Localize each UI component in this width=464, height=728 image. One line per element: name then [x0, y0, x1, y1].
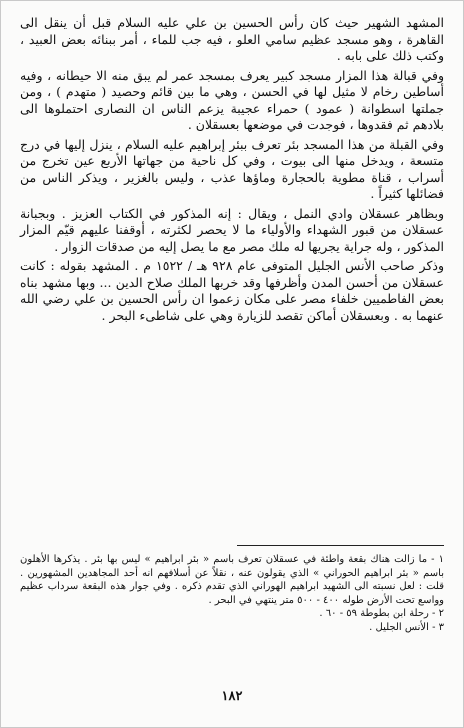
footnote-2: ٢ - رحلة ابن بطوطة ٥٩ - ٦٠ .: [319, 608, 444, 620]
paragraph-3: وفي القبلة من هذا المسجد بئر تعرف ببئر إبراهيم عليه السلام ، ينزل إليها في درج متسعة ، ويدخل منها الى بيوت ، وفي كل ناحية من جهاتها الأربع عين تخرج من أسراب ، قناة مطوية بالحجارة وماؤها عذب ، وليس بالغزير ، ويذكر الناس من فضائلها كثيراً .: [20, 136, 444, 201]
footnote-3: ٣ - الأنس الجليل .: [369, 621, 444, 633]
paragraph-2: وفي قبالة هذا المزار مسجد كبير يعرف بمسجد عمر لم يبق منه الا حيطانه ، وفيه أساطين رخام لا مثيل لها في الحسن ، وهي ما بين قائم وحصيد ( متهدم ) ، ومن جملتها اسطوانة ( عمود ) حمراء عجيبة يزعم الناس ان النصارى احتملوها الى بلادهم ثم فقدوها ، فوجدت في موضعها بعسقلان .: [20, 67, 444, 132]
page-number: ١٨٢: [221, 689, 243, 704]
footnote-1: ١ - ما زالت هناك بقعة واطئة في عسقلان تعرف باسم « بئر ابراهيم » ليس بها بئر . يذكرها الأهلون باسم « بئر ابراهيم الحوراني » الذي يقولون عنه ، نقلاً عن أسلافهم انه أحد المجاهدين المشهورين . قلت : لعل نسبته الى الشهيد ابراهيم الهوراني الذي تقدم ذكره . وفي جوار هذه البقعة سرداب عظيم وواسع تحت الأرض طوله ٤٠٠ - ٥٠٠ متر ينتهي في البحر .: [20, 554, 444, 606]
paragraph-4: وبظاهر عسقلان وادي النمل ، ويقال : إنه المذكور في الكتاب العزيز . وبجبانة عسقلان من قبور الشهداء والأولياء ما لا يحصر لكثرته ، أوقفنا عليهم قيّم المزار المذكور ، وله جراية يجريها له ملك مصر مع ما يصل إليه من صدقات الزوار .: [20, 205, 444, 254]
paragraph-5: وذكر صاحب الأنس الجليل المتوفى عام ٩٢٨ هـ / ١٥٢٢ م . المشهد بقوله : كانت عسقلان من أحسن المدن وأظرفها وقد خربها الملك صلاح الدين ... وبها مشهد بناه بعض الفاطميين خلفاء مصر على مكان زعموا ان رأس الحسين بن علي رضي الله عنهما به . وبعسقلان أماكن تقصد للزيارة وهي على شاطىء البحر .: [20, 258, 445, 323]
footnotes: [20, 553, 444, 635]
main-text: [20, 15, 444, 327]
footnote-separator: [237, 545, 444, 546]
paragraph-1: المشهد الشهير حيث كان رأس الحسين بن علي عليه السلام قبل أن ينقل الى القاهرة ، وهو مسجد عظيم سامي العلو ، فيه جب للماء ، أمر ببنائه بعض العبيد ، وكتب ذلك على بابه .: [20, 15, 444, 63]
